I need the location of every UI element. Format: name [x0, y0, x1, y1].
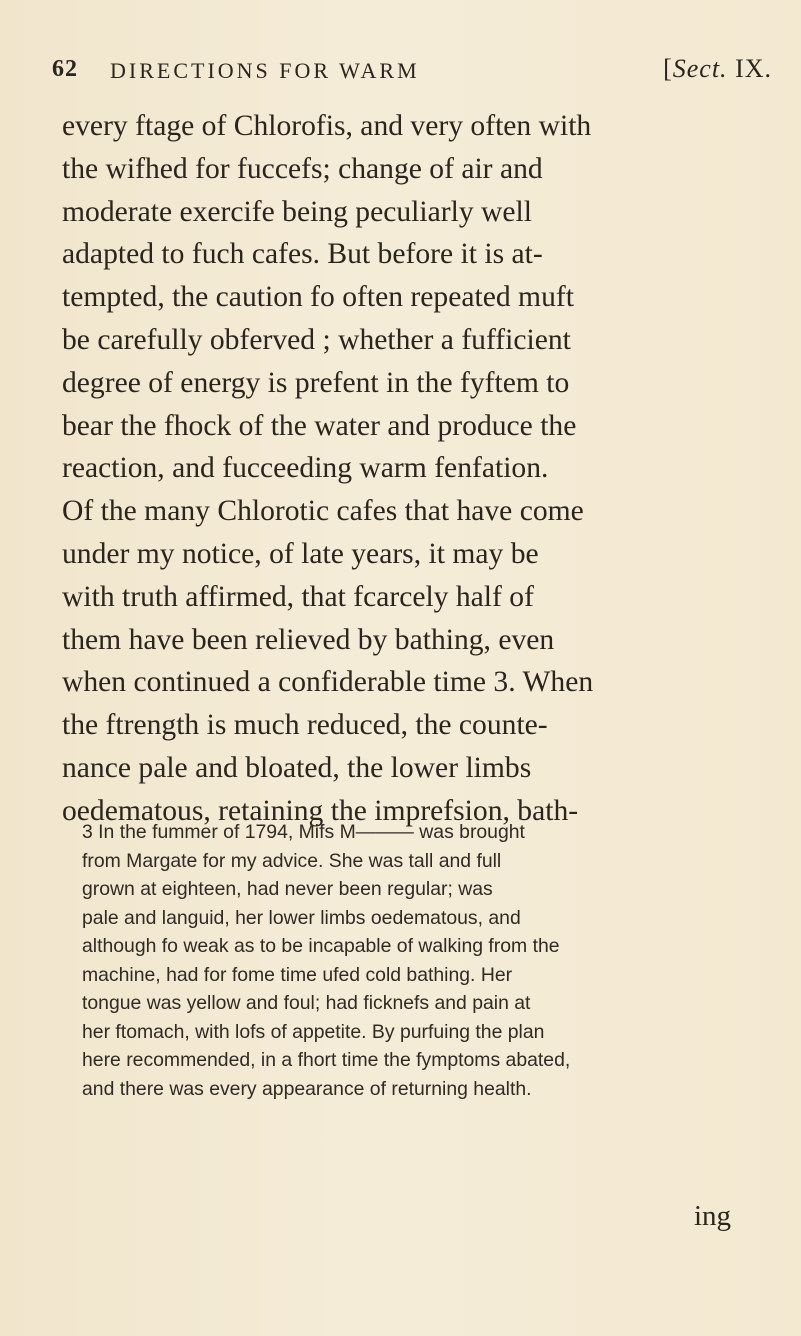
body-line: when continued a confiderable time 3. When	[62, 666, 594, 699]
footnote-line: from Margate for my advice. She was tall and full	[82, 849, 502, 872]
catchword: ing	[694, 1200, 732, 1232]
footnote-line: 3 In the fummer of 1794, Mifs M——— was brought	[82, 821, 525, 843]
body-line: degree of energy is prefent in the fyftem to	[62, 366, 570, 399]
body-line: every ftage of Chlorofis, and very often with	[62, 110, 592, 142]
body-line: moderate exercife being peculiarly well	[62, 195, 532, 228]
footnote-line: pale and languid, her lower limbs oedematous, and	[82, 906, 521, 929]
section-label: Sect.	[672, 54, 728, 83]
footnote-line: and there was every appearance of returning health.	[82, 1077, 532, 1100]
body-text	[62, 105, 776, 833]
footnote	[82, 818, 776, 1103]
body-line: reaction, and fucceeding warm fenfation.	[62, 452, 549, 485]
footnote-line: tongue was yellow and foul; had ficknefs and pain at	[82, 992, 531, 1014]
body-line: be carefully obferved ; whether a fufficient	[62, 323, 571, 356]
footnote-line: although fo weak as to be incapable of walking from the	[82, 935, 560, 957]
body-line: the wifhed for fuccefs; change of air and	[62, 152, 543, 185]
footnote-line: grown at eighteen, had never been regular; was	[82, 878, 493, 900]
body-line: Of the many Chlorotic cafes that have come	[62, 495, 584, 528]
body-line: nance pale and bloated, the lower limbs	[62, 751, 532, 784]
page-number: 62	[52, 56, 78, 82]
body-line: with truth affirmed, that fcarcely half of	[62, 580, 534, 613]
body-line: under my notice, of late years, it may be	[62, 537, 539, 570]
footnote-line: her ftomach, with lofs of appetite. By purfuing the plan	[82, 1020, 545, 1043]
section-marker: [Sect. IX.	[663, 54, 772, 83]
running-title: DIRECTIONS FOR WARM	[110, 58, 420, 83]
body-line: oedematous, retaining the imprefsion, bath-	[62, 794, 579, 827]
footnote-line: here recommended, in a fhort time the fymptoms abated,	[82, 1049, 571, 1071]
body-line: bear the fhock of the water and produce the	[62, 409, 577, 442]
body-line: adapted to fuch cafes. But before it is at-	[62, 238, 543, 271]
body-line: them have been relieved by bathing, even	[62, 623, 555, 656]
body-line: the ftrength is much reduced, the counte-	[62, 709, 548, 742]
page-header	[52, 52, 772, 92]
section-number: IX.	[727, 54, 772, 83]
footnote-line: machine, had for fome time ufed cold bathing. Her	[82, 963, 513, 986]
body-line: tempted, the caution fo often repeated muft	[62, 281, 574, 314]
